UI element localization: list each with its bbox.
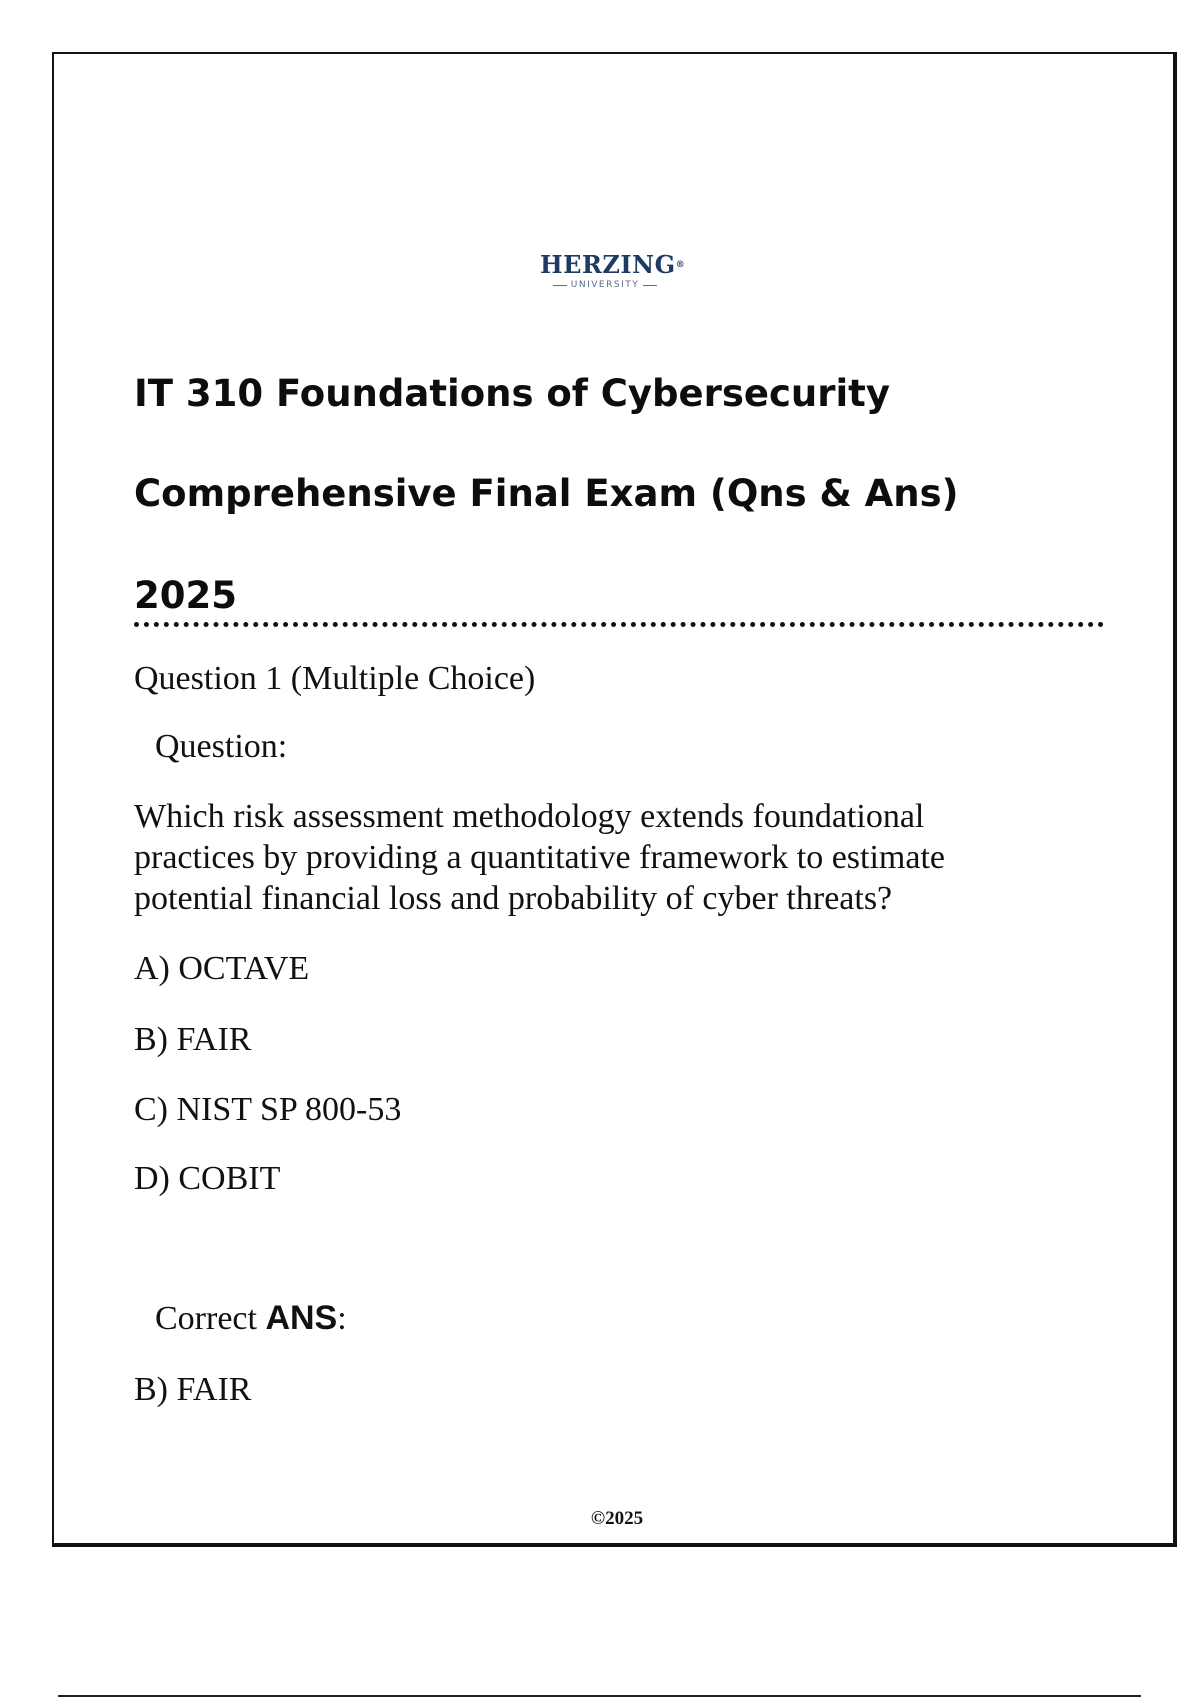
question-text: Which risk assessment methodology extends foundational practices by providing a quantitative framework to estimate potential financial loss and probability of cyber threats?	[134, 798, 946, 917]
logo-subtitle: UNIVERSITY	[540, 280, 670, 290]
option-b: B) FAIR	[134, 1021, 252, 1058]
correct-answer-value: B) FAIR	[134, 1371, 252, 1408]
logo-wordmark: HERZING®	[540, 250, 686, 279]
question-heading: Question 1 (Multiple Choice)	[134, 660, 536, 697]
option-c: C) NIST SP 800-53	[134, 1091, 402, 1128]
question-label: Question:	[155, 728, 288, 765]
herzing-university-logo	[540, 250, 686, 290]
option-d: D) COBIT	[134, 1160, 281, 1197]
document-title-line-1: IT 310 Foundations of Cybersecurity	[134, 372, 890, 415]
bottom-rule	[58, 1695, 1141, 1697]
dotted-divider	[134, 622, 1104, 627]
option-a: A) OCTAVE	[134, 950, 310, 987]
footer-copyright: ©2025	[590, 1508, 644, 1529]
correct-answer-label: Correct ANS:	[155, 1299, 347, 1337]
document-title-year: 2025	[134, 574, 237, 617]
document-title-line-2: Comprehensive Final Exam (Qns & Ans)	[134, 472, 959, 515]
